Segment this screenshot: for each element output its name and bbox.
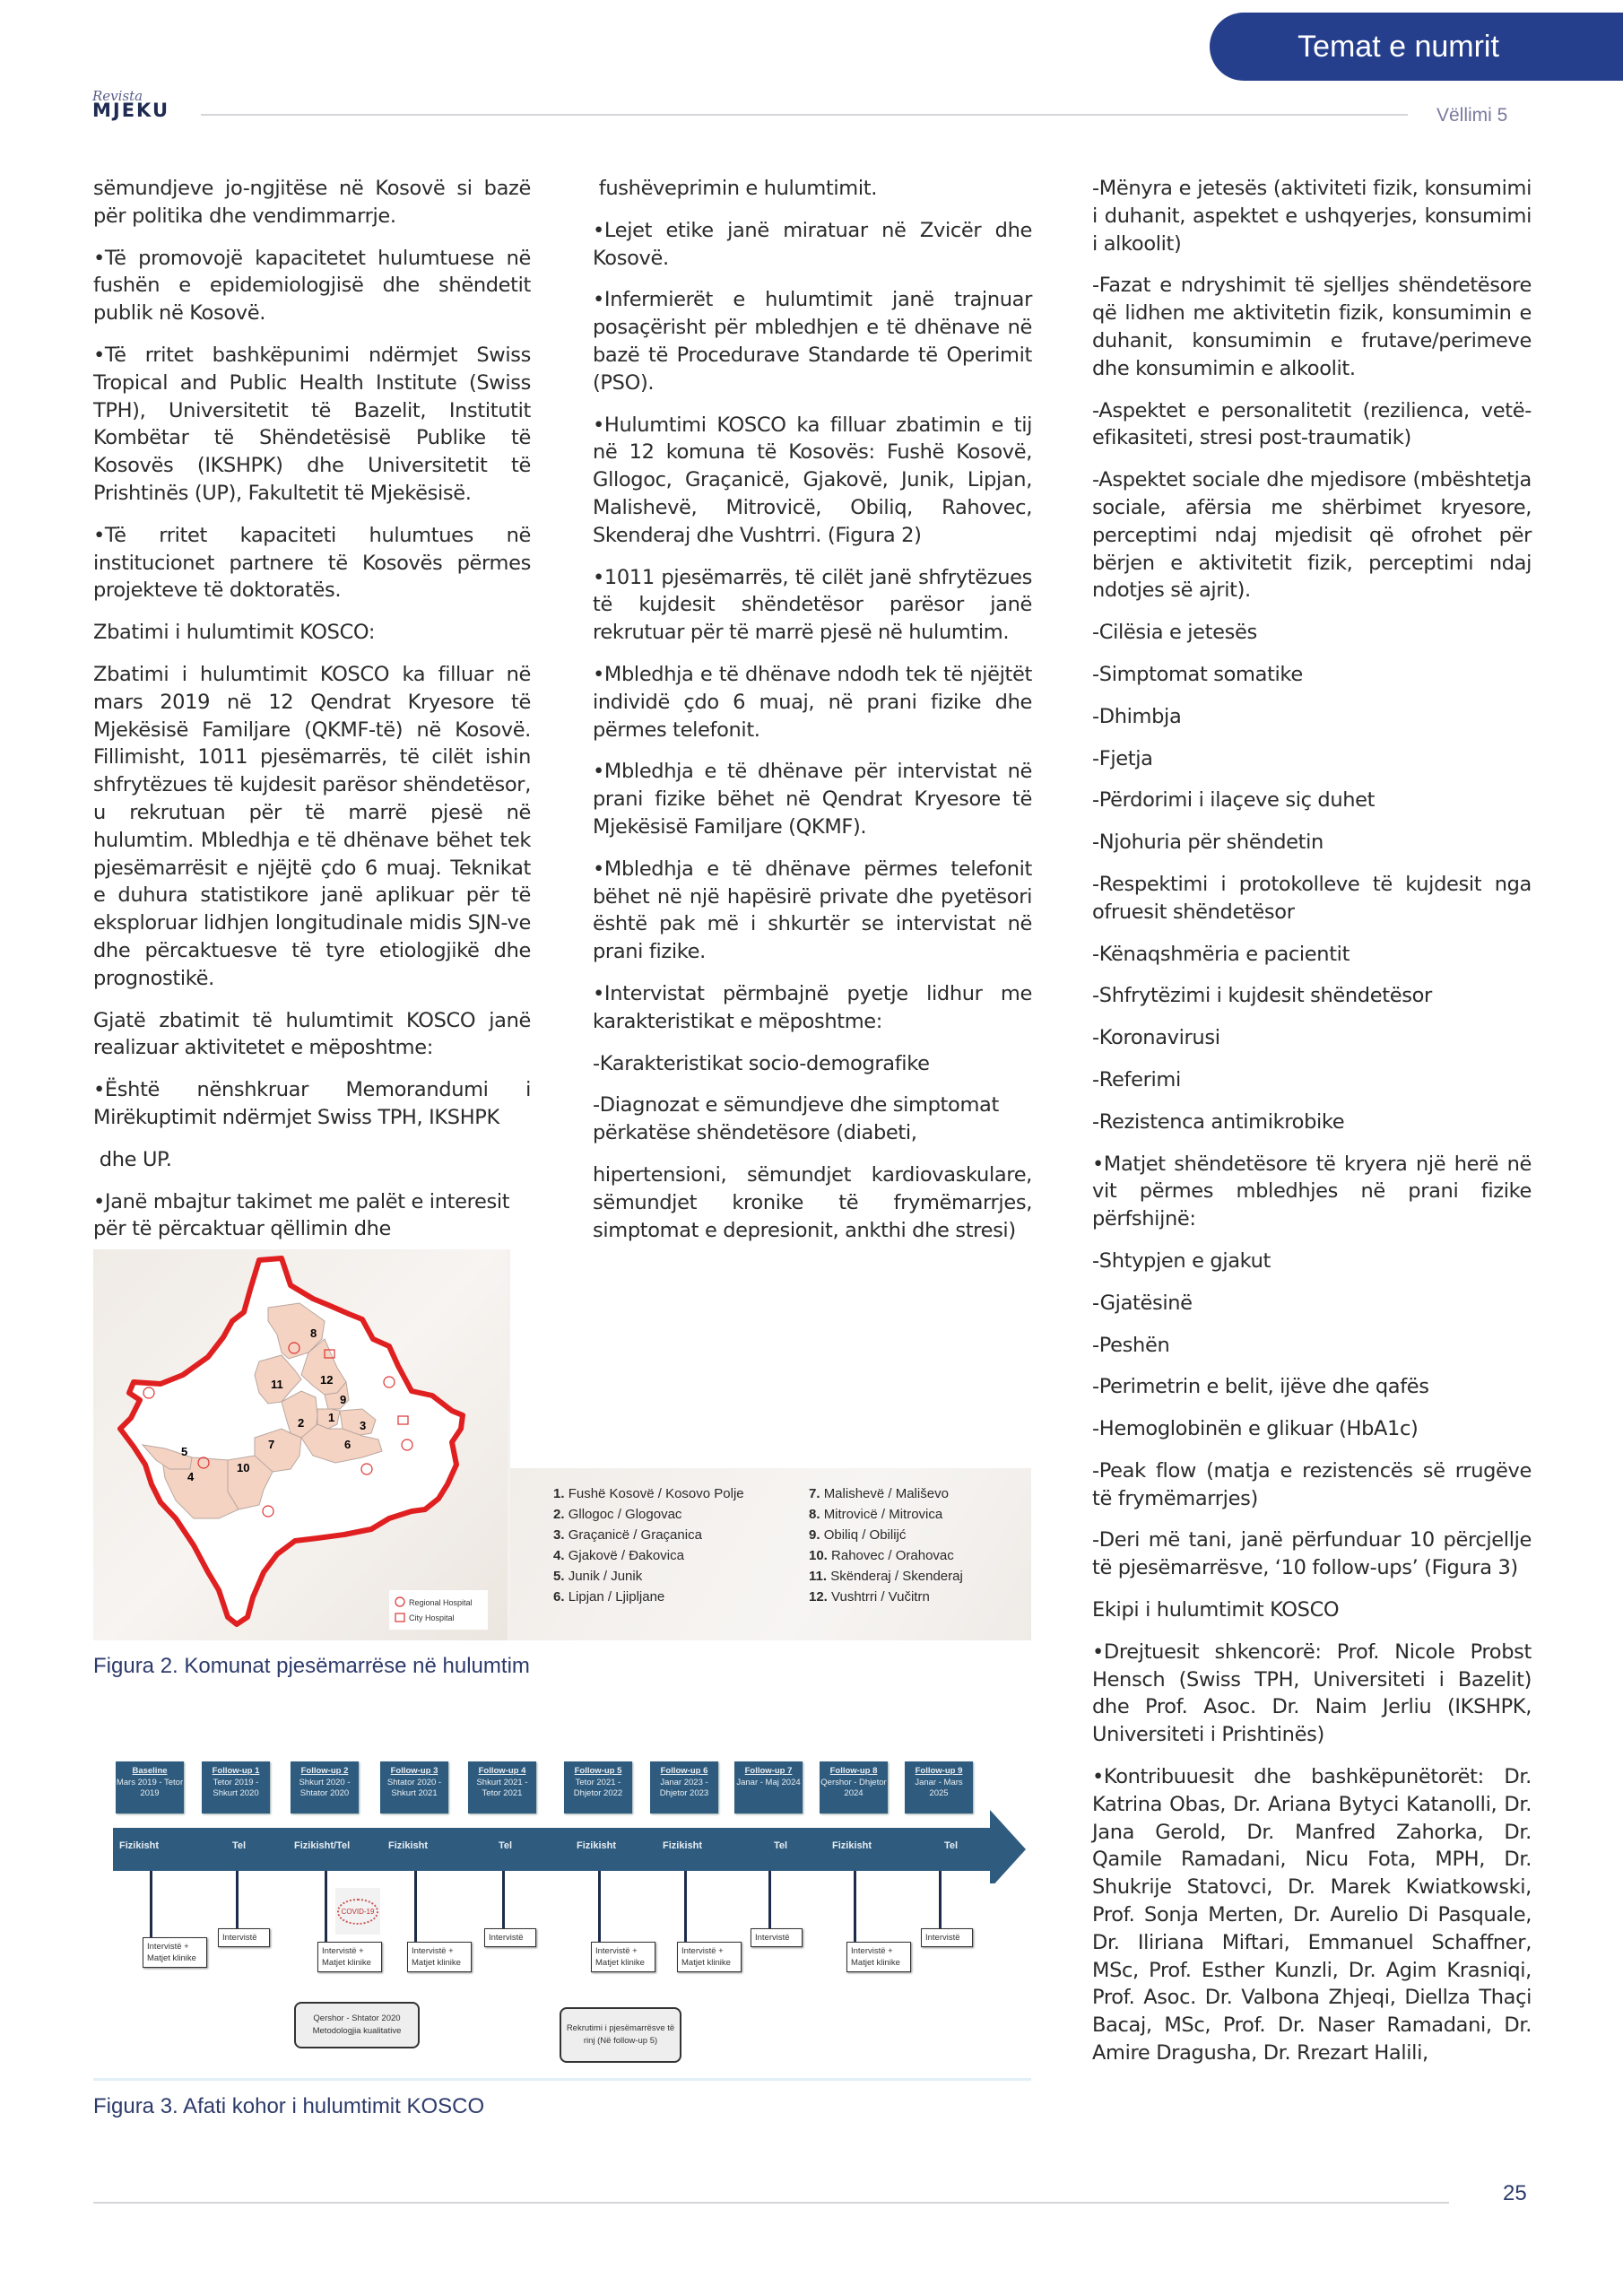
phase-activity: Intervistë	[484, 1928, 536, 1947]
phase-period: Janar - Mars 2025	[915, 1777, 963, 1798]
covid-icon	[335, 1888, 380, 1935]
phase-activity: Intervistë	[921, 1928, 973, 1947]
list-item: -Koronavirusi	[1092, 1026, 1220, 1050]
bullet-paragraph: •Lejet etike janë miratuar në Zvicër dhe Kosovë.	[593, 218, 1032, 270]
phase-period: Shkurt 2021 - Tetor 2021	[476, 1777, 528, 1798]
map-label: 9	[340, 1393, 347, 1406]
phase-activity: Intervistë	[751, 1928, 803, 1947]
map-label: 12	[320, 1373, 334, 1387]
municipality-item: 7. Malishevë / Mališevo	[809, 1486, 949, 1501]
phase-mode: Fizikisht	[832, 1840, 872, 1851]
map-label: 11	[271, 1378, 283, 1391]
list-item: -Kënaqshmëria e pacientit	[1092, 942, 1350, 966]
list-item: -Karakteristikat socio-demografike	[593, 1051, 930, 1075]
bullet-paragraph: •Drejtuesit shkencorë: Prof. Nicole Probst Hensch (Swiss TPH, Universiteti i Bazelit) dhe Prof. Asoc. Dr. Naim Jerliu (IKSHPK, Universiteti i Prishtinës)	[1092, 1639, 1532, 1747]
phase-activity: Intervistë + Matjet klinike	[591, 1942, 655, 1972]
bullet-paragraph: •Janë mbajtur takimet me palët e interesit për të përcaktuar qëllimin dhe	[93, 1189, 510, 1241]
bullet-paragraph: •Të rritet kapaciteti hulumtues në institucionet partnere të Kosovës përmes projekteve të doktoratës.	[93, 523, 531, 603]
phase-activity: Intervistë + Matjet klinike	[143, 1937, 207, 1968]
figure-3-timeline	[93, 1758, 1031, 2081]
paragraph: dhe UP.	[93, 1147, 172, 1171]
timeline-note: Qershor - Shtator 2020 Metodologjia kualitative	[294, 2002, 420, 2048]
phase-period: Tetor 2021 - Dhjetor 2022	[573, 1777, 623, 1798]
list-item: -Diagnozat e sëmundjeve dhe simptomat përkatëse shëndetësore (diabeti,	[593, 1093, 999, 1145]
paragraph: Gjatë zbatimit të hulumtimit KOSCO janë realizuar aktivitetet e mëposhtme:	[93, 1008, 531, 1060]
map-label: 3	[360, 1419, 367, 1432]
header-divider	[201, 114, 1408, 116]
figure-2	[93, 1249, 1031, 1640]
phase-title: Follow-up 3	[390, 1766, 438, 1776]
timeline-connector	[684, 1871, 687, 1942]
map-label: 7	[268, 1438, 275, 1451]
text-column-3	[1092, 175, 1532, 2082]
bullet-paragraph: •Mbledhja e të dhënave përmes telefonit bëhet në një hapësirë private dhe pyetësori është pak më i shkurtër se intervistat në prani fizike.	[593, 857, 1032, 964]
phase-mode: Fizikisht	[577, 1840, 617, 1851]
legend-label-regional: Regional Hospital	[409, 1598, 473, 1607]
list-item: -Shfrytëzimi i kujdesit shëndetësor	[1092, 984, 1432, 1008]
list-item: -Peshën	[1092, 1333, 1170, 1357]
timeline-phase-box	[291, 1761, 359, 1813]
timeline-connector	[939, 1871, 942, 1928]
figure-3-caption: Figura 3. Afati kohor i hulumtimit KOSCO	[93, 2094, 485, 2118]
phase-period: Qershor - Dhjetor 2024	[820, 1777, 887, 1798]
legend-label-city: City Hospital	[409, 1613, 455, 1622]
list-item: -Respektimi i protokolleve të kujdesit nga ofruesit shëndetësor	[1092, 872, 1532, 924]
bullet-paragraph: •Është nënshkruar Memorandumi i Mirëkuptimit ndërmjet Swiss TPH, IKSHPK	[93, 1078, 531, 1129]
timeline-connector	[598, 1871, 601, 1942]
timeline-connector	[150, 1871, 152, 1937]
phase-period: Janar 2023 - Dhjetor 2023	[659, 1777, 709, 1798]
timeline-phase-box	[380, 1761, 448, 1813]
list-item: -Njohuria për shëndetin	[1092, 831, 1324, 855]
paragraph: Zbatimi i hulumtimit KOSCO ka filluar në mars 2019 në 12 Qendrat Kryesore të Mjekësisë Familjare (QKMF-të) në Kosovë. Fillimisht, 1011 pjesëmarrës, të cilët ishin shfrytëzues të kujdesit parësor shëndetësor, u rekrutuan për të marrë pjesë në hulumtim. Mbledhja e të dhënave bëhet tek pjesëmarrësit e njëjtë çdo 6 muaj. Teknikat e duhura statistikore janë aplikuar për të eksploruar lidhjen longitudinale midis SJN-ve dhe përcaktuesve të tyre etiologjikë dhe prognostikë.	[93, 662, 531, 990]
municipality-item: 10. Rahovec / Orahovac	[809, 1548, 954, 1563]
timeline-note: Rekrutimi i pjesëmarrësve të rinj (Në follow-up 5)	[560, 2007, 681, 2063]
list-item: -Cilësia e jetesës	[1092, 621, 1257, 645]
list-item: -Hemoglobinën e glikuar (HbA1c)	[1092, 1417, 1419, 1441]
timeline-phase-box	[116, 1761, 184, 1813]
phase-activity: Intervistë + Matjet klinike	[677, 1942, 742, 1972]
phase-mode: Fizikisht	[388, 1840, 429, 1851]
list-item: -Fjetja	[1092, 746, 1153, 770]
list-item: -Përdorimi i ilaçeve siç duhet	[1092, 788, 1376, 813]
phase-title: Follow-up 4	[478, 1766, 526, 1776]
phase-title: Baseline	[132, 1766, 168, 1776]
phase-mode: Tel	[499, 1840, 513, 1851]
list-item: -Rezistenca antimikrobike	[1092, 1109, 1345, 1134]
phase-period: Janar - Maj 2024	[736, 1777, 801, 1787]
map-label: 4	[187, 1470, 195, 1483]
list-item: -Mënyra e jetesës (aktiviteti fizik, konsumimi i duhanit, aspektet e ushqyerjes, konsumimi i alkoolit)	[1092, 177, 1532, 256]
phase-title: Follow-up 9	[915, 1766, 963, 1776]
bullet-paragraph: •Të promovojë kapacitetet hulumtuese në fushën e epidemiologjisë dhe shëndetit publik në Kosovë.	[93, 246, 531, 326]
list-item: -Aspektet e personalitetit (rezilienca, vetë-efikasiteti, stresi post-traumatik)	[1092, 398, 1532, 450]
municipality-item: 9. Obiliq / Obilijć	[809, 1527, 907, 1543]
timeline-connector	[854, 1871, 856, 1942]
timeline-phase-box	[650, 1761, 718, 1813]
phase-title: Follow-up 8	[829, 1766, 878, 1776]
paragraph: sëmundjeve jo-ngjitëse në Kosovë si bazë për politika dhe vendimmarrje.	[93, 177, 531, 228]
municipality-item: 6. Lipjan / Ljipljane	[553, 1589, 665, 1605]
timeline-phase-box	[564, 1761, 632, 1813]
bullet-paragraph: •Hulumtimi KOSCO ka filluar zbatimin e tij në 12 komuna të Kosovës: Fushë Kosovë, Gllogoc, Graçanicë, Gjakovë, Junik, Lipjan, Malishevë, Mitrovicë, Obiliq, Rahovec, Skenderaj dhe Vushtrri. (Figura 2)	[593, 413, 1032, 547]
map-label: 1	[328, 1411, 335, 1424]
phase-period: Shtator 2020 - Shkurt 2021	[386, 1777, 442, 1798]
list-item: -Simptomat somatike	[1092, 662, 1303, 686]
timeline-phase-box	[468, 1761, 536, 1813]
timeline-phase-box	[905, 1761, 973, 1813]
map-label: 2	[298, 1416, 305, 1430]
phase-mode: Tel	[232, 1840, 247, 1851]
phase-title: Follow-up 6	[660, 1766, 708, 1776]
map-legend	[389, 1590, 488, 1630]
bullet-paragraph: •1011 pjesëmarrës, të cilët janë shfrytëzues të kujdesit shëndetësor parësor janë rekrutuar për të marrë pjesë në hulumtim.	[593, 565, 1032, 645]
municipality-item: 5. Junik / Junik	[553, 1569, 643, 1584]
footer-divider	[93, 2202, 1449, 2204]
bullet-paragraph: •Mbledhja e të dhënave për intervistat në prani fizike bëhet në Qendrat Kryesore të Mjekësisë Familjare (QKMF).	[593, 760, 1032, 839]
timeline-connector	[502, 1871, 505, 1928]
phase-activity: Intervistë + Matjet klinike	[846, 1942, 911, 1972]
page-number: 25	[1503, 2181, 1527, 2205]
phase-mode: Tel	[944, 1840, 959, 1851]
text-column-1	[93, 175, 531, 1257]
phase-mode: Tel	[774, 1840, 788, 1851]
phase-title: Follow-up 1	[212, 1766, 260, 1776]
phase-title: Follow-up 5	[574, 1766, 622, 1776]
bullet-paragraph: •Infermierët e hulumtimit janë trajnuar posaçërisht për mbledhjen e të dhënave në bazë të Procedurave Standarde të Operimit (PSO).	[593, 288, 1032, 395]
map-label: 8	[310, 1326, 317, 1340]
journal-logo	[92, 90, 169, 120]
phase-activity: Intervistë + Matjet klinike	[407, 1942, 472, 1972]
phase-period: Mars 2019 - Tetor 2019	[116, 1777, 184, 1798]
list-item: -Shtypjen e gjakut	[1092, 1248, 1271, 1273]
timeline-phase-box	[820, 1761, 888, 1813]
figure-2-caption: Figura 2. Komunat pjesëmarrëse në hulumtim	[93, 1654, 530, 1678]
map-label: 5	[181, 1445, 188, 1458]
phase-activity: Intervistë + Matjet klinike	[317, 1942, 382, 1972]
municipality-item: 1. Fushë Kosovë / Kosovo Polje	[553, 1486, 744, 1501]
logo-subtitle: Revista	[92, 88, 143, 104]
municipality-item: 2. Gllogoc / Glogovac	[553, 1507, 682, 1522]
phase-mode: Fizikisht/Tel	[294, 1840, 351, 1851]
logo-title: MJEKU	[92, 100, 170, 121]
phase-activity: Intervistë	[218, 1928, 270, 1947]
kosovo-map-svg	[93, 1249, 508, 1640]
phase-period: Shkurt 2020 - Shtator 2020	[299, 1777, 351, 1798]
bullet-paragraph: •Të rritet bashkëpunimi ndërmjet Swiss Tropical and Public Health Institute (Swiss TPH), Universitetit të Bazelit, Institutit Kombëtar të Shëndetësisë Publike të Kosovës (IKSHPK) dhe Universitetit të Prishtinës (UP), Fakultetit të Mjekësisë.	[93, 343, 531, 505]
section-heading: Ekipi i hulumtimit KOSCO	[1092, 1598, 1340, 1622]
list-item: -Peak flow (matja e rezistencës së rrugëve të frymëmarrjes)	[1092, 1458, 1532, 1510]
list-item: -Dhimbja	[1092, 704, 1182, 728]
bullet-paragraph: •Matjet shëndetësore të kryera një herë në vit përmes mbledhjes në prani fizike përfshijnë:	[1092, 1152, 1532, 1231]
timeline-connector	[414, 1871, 417, 1942]
timeline-phase-box	[734, 1761, 803, 1813]
municipality-item: 4. Gjakovë / Đakovica	[553, 1548, 684, 1563]
covid-icon-label: COVID-19	[337, 1899, 379, 1925]
list-item: -Perimetrin e belit, ijëve dhe qafës	[1092, 1375, 1429, 1399]
phase-period: Tetor 2019 - Shkurt 2020	[213, 1777, 259, 1798]
list-item: -Aspektet sociale dhe mjedisore (mbështetja sociale, afërsia me shërbimet kryesore, perceptimi ndaj mjedisit që ofrohet për bërjen e aktivitetit fizik, perceptimi ndaj ndotjes së ajrit).	[1092, 468, 1532, 603]
timeline-connector	[236, 1871, 239, 1928]
phase-mode: Fizikisht	[119, 1840, 160, 1851]
list-item: -Gjatësinë	[1092, 1291, 1193, 1315]
section-badge-label: Temat e numrit	[1298, 29, 1499, 64]
municipality-list	[510, 1468, 1031, 1640]
map-label: 6	[344, 1438, 352, 1451]
timeline-phase-box	[202, 1761, 270, 1813]
section-badge	[1210, 13, 1623, 81]
list-item: -Deri më tani, janë përfunduar 10 përcjellje të pjesëmarrësve, ‘10 follow-ups’ (Figura 3)	[1092, 1528, 1532, 1580]
list-item: -Fazat e ndryshimit të sjelljes shëndetësore që lidhen me aktivitetin fizik, konsumimin e duhanit, konsumimin e frutave/perimeve dhe konsumimin e alkoolit.	[1092, 274, 1532, 380]
bullet-paragraph: •Intervistat përmbajnë pyetje lidhur me karakteristikat e mëposhtme:	[593, 981, 1032, 1033]
volume-label: Vëllimi 5	[1436, 105, 1508, 126]
municipality-item: 8. Mitrovicë / Mitrovica	[809, 1507, 943, 1522]
timeline-connector	[768, 1871, 771, 1928]
municipality-item: 3. Graçanicë / Graçanica	[553, 1527, 702, 1543]
kosovo-map	[93, 1249, 508, 1640]
timeline-connector	[325, 1871, 327, 1942]
municipality-item: 12. Vushtrri / Vučitrn	[809, 1589, 930, 1605]
phase-title: Follow-up 7	[744, 1766, 793, 1776]
map-label: 10	[237, 1461, 250, 1474]
municipality-item: 11. Skënderaj / Skenderaj	[809, 1569, 963, 1584]
figure-3-divider	[93, 2078, 1031, 2081]
paragraph: fushëveprimin e hulumtimit.	[593, 177, 878, 200]
list-item: hipertensioni, sëmundjet kardiovaskulare, sëmundjet kronike të frymëmarrjes, simptomat e depresionit, ankthi dhe stresi)	[593, 1162, 1032, 1242]
bullet-paragraph: •Mbledhja e të dhënave ndodh tek të njëjtët individë çdo 6 muaj, në prani fizike dhe përmes telefonit.	[593, 662, 1032, 742]
phase-mode: Fizikisht	[663, 1840, 703, 1851]
figure-2-blank-area	[510, 1249, 1031, 1468]
text-column-2	[593, 175, 1032, 1258]
section-heading: Zbatimi i hulumtimit KOSCO:	[93, 621, 376, 645]
list-item: -Referimi	[1092, 1067, 1181, 1091]
bullet-paragraph: •Kontribuuesit dhe bashkëpunëtorët: Dr. Katrina Obas, Dr. Ariana Bytyci Katanolli, Dr. Jana Gerold, Dr. Manfred Zahorka, Dr. Qamile Ramadani, Nicu Fota, MPH, Dr. Shukrije Statovci, Dr. Marek Kwiatkowski, Prof. Sonja Merten, Dr. Aurelio Di Pasquale, Dr. Iliriana Miftari, Emmanuel Schaffner, MSc, Prof. Esther Kunzli, Dr. Agim Krasniqi, Prof. Asoc. Dr. Valbona Zhjeqi, Diellza Thaçi Bacaj, MSc, Prof. Dr. Naser Ramadani, Dr. Amire Dragusha, Dr. Rrezart Halili,	[1092, 1765, 1532, 2066]
phase-title: Follow-up 2	[300, 1766, 349, 1776]
